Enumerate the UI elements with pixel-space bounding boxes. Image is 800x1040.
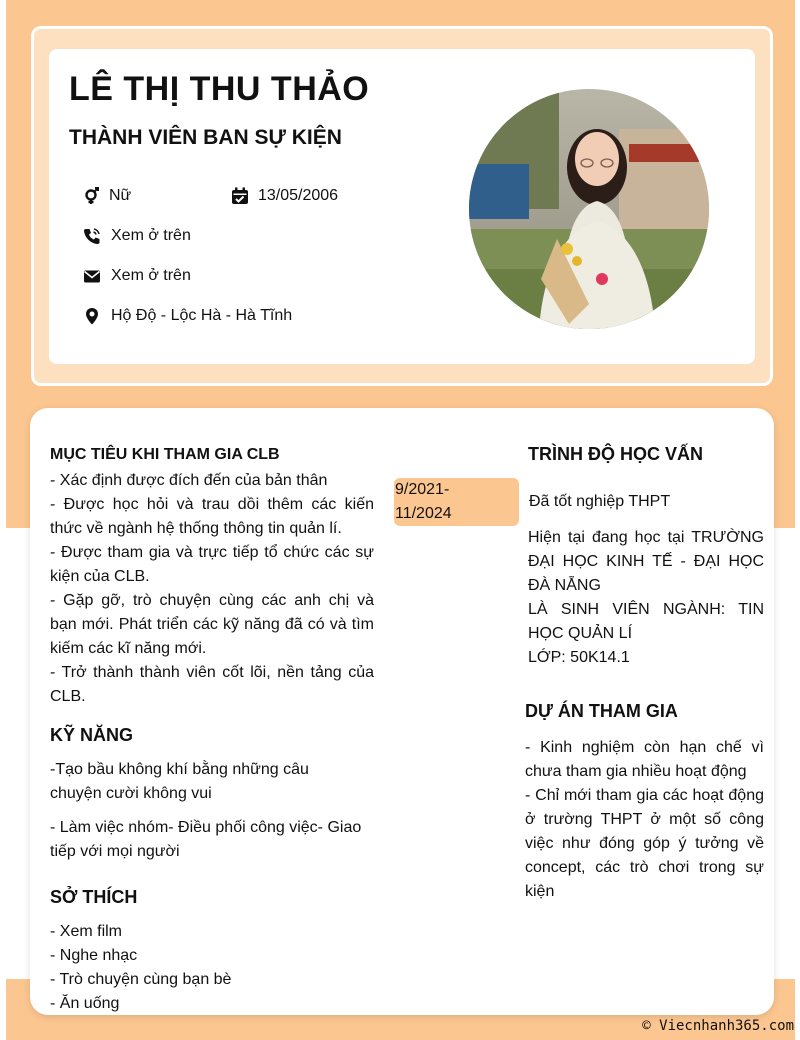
objective-item: - Được học hỏi và trau dồi thêm các kiến thức về ngành hệ thống thông tin quản lí.: [50, 496, 374, 537]
info-gender: [83, 187, 131, 205]
address-value: Hộ Độ - Lộc Hà - Hà Tĩnh: [111, 307, 293, 324]
objective-list: [50, 469, 374, 709]
hobby-item: - Trò chuyện cùng bạn bè: [50, 971, 232, 988]
gender-value: Nữ: [109, 187, 132, 204]
calendar-icon: [231, 187, 249, 205]
hobby-item: - Ăn uống: [50, 995, 120, 1012]
info-phone: [83, 227, 191, 245]
mail-icon: [83, 267, 101, 285]
objective-title: MỤC TIÊU KHI THAM GIA CLB: [50, 446, 280, 463]
hobbies-title: SỞ THÍCH: [50, 887, 138, 907]
phone-value: Xem ở trên: [111, 227, 191, 244]
location-pin-icon: [83, 307, 101, 325]
project-item: - Chỉ mới tham gia các hoạt động ở trường THPT ở một số công việc như đóng góp ý tưởng về concept, các trò chơi trong sự kiện: [525, 787, 764, 900]
projects-title: DỰ ÁN THAM GIA: [525, 701, 678, 721]
hobby-item: - Nghe nhạc: [50, 947, 138, 964]
skills-item: -Tạo bầu không khí bằng những câu chuyện cười không vui: [50, 761, 309, 802]
footer-watermark: © Viecnhanh365.com: [642, 1018, 794, 1034]
education-title: TRÌNH ĐỘ HỌC VẤN: [528, 444, 703, 464]
education-period-end: 11/2024: [395, 505, 452, 522]
education-class: LỚP: 50K14.1: [528, 649, 630, 666]
education-graduated: Đã tốt nghiệp THPT: [529, 493, 671, 510]
candidate-role: THÀNH VIÊN BAN SỰ KIỆN: [69, 126, 342, 149]
objective-item: - Trở thành thành viên cốt lõi, nền tảng của CLB.: [50, 664, 374, 705]
info-address: [83, 307, 292, 325]
email-value: Xem ở trên: [111, 267, 191, 284]
education-major: LÀ SINH VIÊN NGÀNH: TIN HỌC QUẢN LÍ: [528, 601, 764, 642]
objective-item: - Xác định được đích đến của bản thân: [50, 472, 328, 489]
project-item: - Kinh nghiệm còn hạn chế vì chưa tham gia nhiều hoạt động: [525, 739, 764, 780]
info-email: [83, 267, 191, 285]
info-birthdate: [231, 187, 338, 205]
profile-photo: [469, 89, 709, 329]
hobby-item: - Xem film: [50, 923, 122, 940]
education-period-badge: [394, 478, 519, 526]
objective-item: - Gặp gỡ, trò chuyện cùng các anh chị và bạn mới. Phát triển các kỹ năng đã có và tìm kiếm các kĩ năng mới.: [50, 592, 374, 657]
education-current: Hiện tại đang học tại TRƯỜNG ĐẠI HỌC KINH TẾ - ĐẠI HỌC ĐÀ NẴNG: [528, 529, 764, 594]
skills-item: - Làm việc nhóm- Điều phối công việc- Giao tiếp với mọi người: [50, 819, 362, 860]
gender-icon: [83, 187, 101, 205]
hobbies-list: [50, 920, 350, 1016]
candidate-name: LÊ THỊ THU THẢO: [69, 70, 370, 108]
skills-title: KỸ NĂNG: [50, 725, 134, 745]
education-details: [528, 526, 764, 670]
phone-icon: [83, 227, 101, 245]
education-period-start: 9/2021-: [395, 481, 450, 498]
projects-list: [525, 736, 764, 904]
birthdate-value: 13/05/2006: [258, 187, 339, 204]
objective-item: - Được tham gia và trực tiếp tổ chức các sự kiện của CLB.: [50, 544, 374, 585]
